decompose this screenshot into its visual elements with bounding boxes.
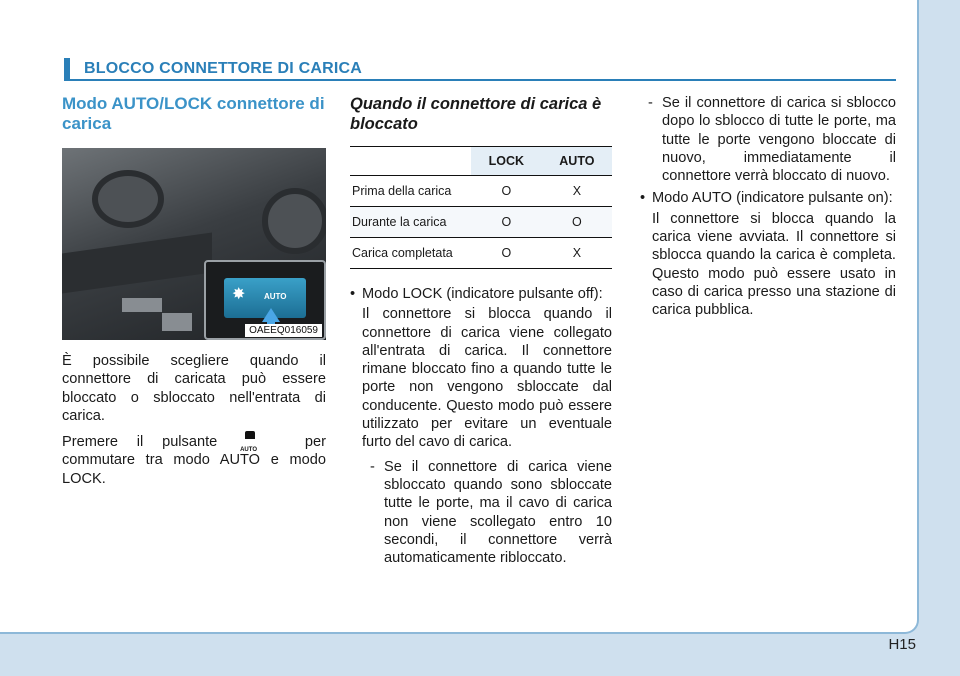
table-cell: X [542,176,612,207]
lock-mode-title: Modo LOCK (indicatore pulsante off): [362,286,603,302]
lock-mode-table [350,146,612,269]
auto-mode-list [640,189,896,319]
lock-mode-description: Il connettore si blocca quando il connettore di carica viene collegato all'entrata di carica. Il connettore rimane bloccato fino a quando tutte le porte non vengono sbloccate dal conducente. Questo modo può essere utilizzato per evitare un eventuale furto del cavo di carica. [362,306,612,451]
pedal [162,313,192,331]
intro-paragraph: È possibile scegliere quando il connettore di caricata può essere bloccato o sbloccato nell'entrata di carica. [62,353,326,424]
charge-lock-auto-icon-label: AUTO [240,447,257,454]
column-2 [350,94,612,571]
table-cell: Durante la carica [350,207,471,238]
table-cell: Carica completata [350,238,471,269]
instruction-text-before: Premere il pulsante [62,434,218,451]
table-header: AUTO [542,147,612,176]
section-title: BLOCCO CONNETTORE DI CARICA [84,60,362,77]
lock-mode-list [350,285,612,567]
air-vent-left [92,170,164,228]
auto-mode-description: Il connettore si blocca quando la carica viene avviata. Il connettore si sblocca quando la carica è completa. Questo modo può essere usato in caso di carica presso una stazione di carica pubblica. [652,210,896,319]
lock-mode-note: - Se il connettore di carica viene sbloccato quando sono sbloccate tutte le porte, ma il cavo di carica non viene scollegato entro 10 secondi, il connettore verrà automaticamente ribloccato. [362,458,612,568]
unlock-relock-note: - Se il connettore di carica si sblocco dopo lo sblocco di tutte le porte, ma tutte le porte vengono bloccate di nuovo, immediatamente il connettore verrà bloccato di nuovo. [640,94,896,185]
column-3 [640,94,896,326]
heading-when-locked: Quando il connettore di carica è bloccato [350,95,602,133]
arrow-up-icon [262,308,280,322]
table-cell: O [542,207,612,238]
dashboard-photo [62,148,326,340]
table-cell: Prima della carica [350,176,471,207]
list-item [350,285,612,567]
charge-plug-shape [245,431,255,439]
image-code: OAEEQ016059 [245,324,322,337]
list-item [640,189,896,319]
air-vent-right [262,188,326,254]
heading-auto-lock-mode: Modo AUTO/LOCK connettore di carica [62,94,325,133]
table-cell: O [471,176,542,207]
instruction-paragraph [62,431,326,488]
table-header: LOCK [471,147,542,176]
table-cell: O [471,207,542,238]
charge-lock-auto-icon [240,431,260,454]
section-accent-bar [64,58,70,80]
table-header [350,147,471,176]
auto-label: AUTO [264,292,287,301]
column-1 [62,94,326,488]
auto-mode-title: Modo AUTO (indicatore pulsante on): [652,190,893,207]
lock-light-icon: ✸ [232,286,246,303]
table-cell: O [471,238,542,269]
dashboard-panel [62,232,212,293]
section-rule [64,79,896,81]
table-header-row [350,147,612,176]
table-row [350,207,612,238]
table-row [350,238,612,269]
table-row [350,176,612,207]
instruction-text-after: per commutare tra modo AUTO e modo LOCK. [62,434,327,487]
table-cell: X [542,238,612,269]
pedal [122,298,162,312]
page-number: H15 [888,636,916,653]
